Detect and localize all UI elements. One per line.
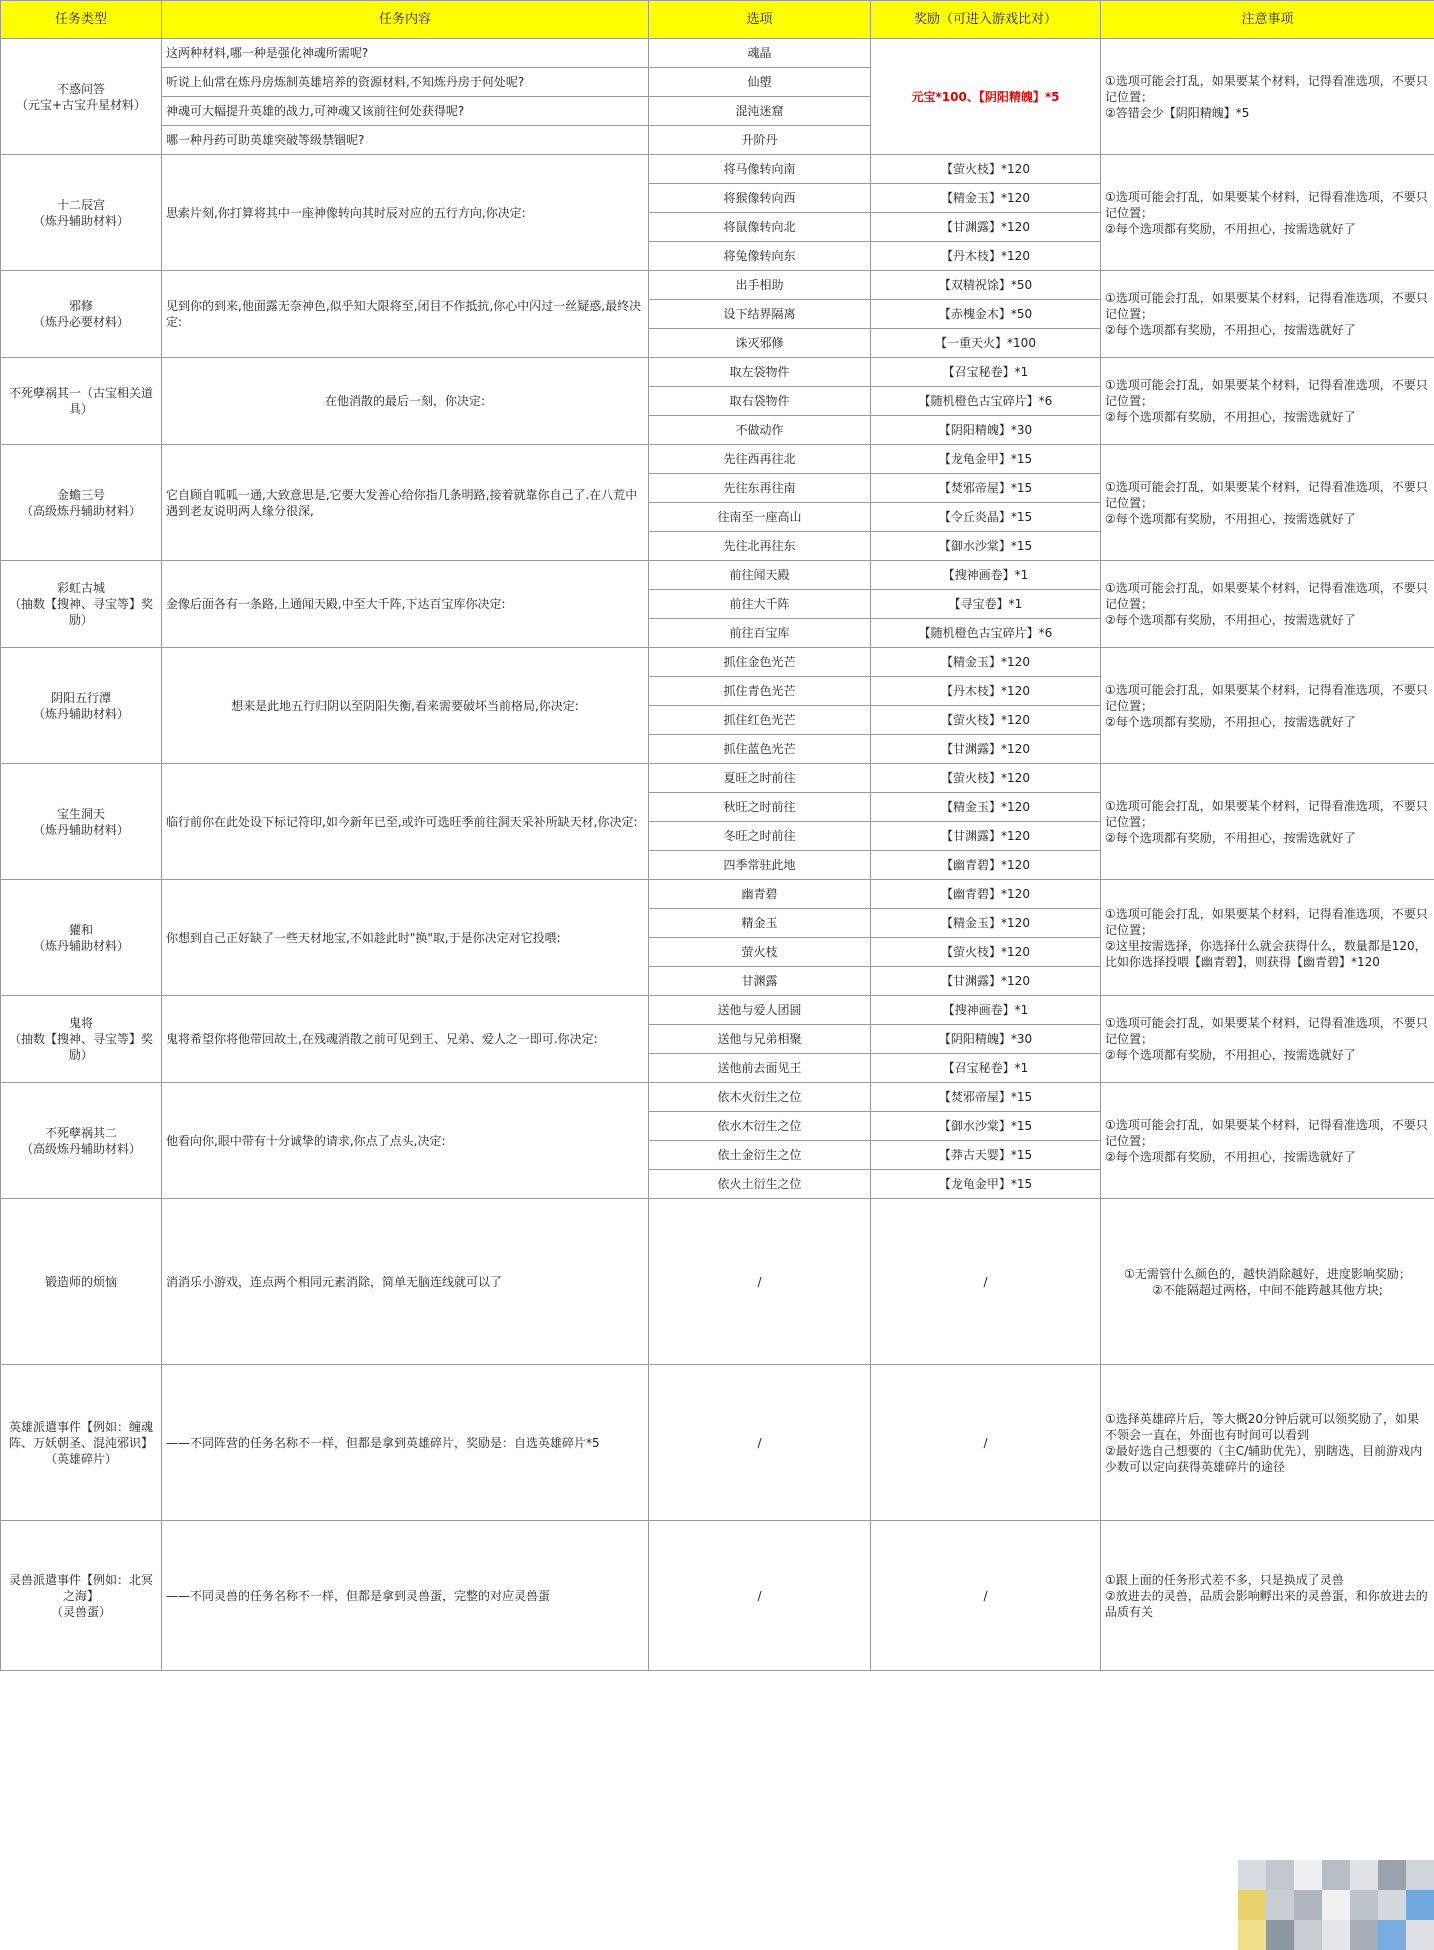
blur-tile bbox=[1238, 1920, 1266, 1950]
option-cell: 送他与爱人团圆 bbox=[649, 996, 871, 1025]
blur-tile bbox=[1294, 1860, 1322, 1890]
table-row bbox=[1, 155, 1434, 184]
blur-tile bbox=[1350, 1920, 1378, 1950]
option-cell: 送他与兄弟相聚 bbox=[649, 1025, 871, 1054]
note-cell: ①选项可能会打乱，如果要某个材料，记得看准选项，不要只记位置； ②每个选项都有奖励，不用担心，按需选就好了 bbox=[1101, 764, 1434, 880]
task-type-cell: 锻造师的烦恼 bbox=[1, 1199, 162, 1365]
task-type-cell: 鬼将 （抽数【搜神、寻宝等】奖励） bbox=[1, 996, 162, 1083]
task-content-cell: 临行前你在此处设下标记符印,如今新年已至,或许可选旺季前往洞天采补所缺天材,你决定: bbox=[162, 764, 649, 880]
option-cell: 不做动作 bbox=[649, 416, 871, 445]
task-type-cell: 十二辰宫 （炼丹辅助材料） bbox=[1, 155, 162, 271]
option-cell: 秋旺之时前往 bbox=[649, 793, 871, 822]
option-cell: 萤火枝 bbox=[649, 938, 871, 967]
blur-tile bbox=[1350, 1890, 1378, 1920]
blur-tile bbox=[1406, 1920, 1434, 1950]
reward-cell: 【焚邪帝屋】*15 bbox=[871, 1083, 1101, 1112]
reward-cell: / bbox=[871, 1521, 1101, 1671]
reward-cell: 【召宝秘卷】*1 bbox=[871, 358, 1101, 387]
blur-tile bbox=[1406, 1860, 1434, 1890]
reward-cell: 【精金玉】*120 bbox=[871, 909, 1101, 938]
blur-tile bbox=[1350, 1860, 1378, 1890]
blur-tile bbox=[1266, 1920, 1294, 1950]
option-cell: 诛灭邪修 bbox=[649, 329, 871, 358]
table-row bbox=[1, 764, 1434, 793]
option-cell: 抓住蓝色光芒 bbox=[649, 735, 871, 764]
reward-cell: / bbox=[871, 1365, 1101, 1521]
reward-cell: 【赤槐金木】*50 bbox=[871, 300, 1101, 329]
header-notes: 注意事项 bbox=[1101, 1, 1434, 39]
note-cell: ①无需管什么颜色的，越快消除越好，进度影响奖励； ②不能隔超过两格，中间不能跨越其他方块; bbox=[1101, 1199, 1434, 1365]
table-row bbox=[1, 996, 1434, 1025]
reward-cell: 【随机橙色古宝碎片】*6 bbox=[871, 619, 1101, 648]
option-cell: 抓住青色光芒 bbox=[649, 677, 871, 706]
blur-tile bbox=[1378, 1860, 1406, 1890]
task-question-cell: 这两种材料,哪一种是强化神魂所需呢? bbox=[162, 39, 649, 68]
reward-cell: 【搜神画卷】*1 bbox=[871, 996, 1101, 1025]
option-cell: 前往大千阵 bbox=[649, 590, 871, 619]
option-cell: 仙塱 bbox=[649, 68, 871, 97]
reward-cell: 【御水沙棠】*15 bbox=[871, 1112, 1101, 1141]
reward-cell: 【莽古天婴】*15 bbox=[871, 1141, 1101, 1170]
task-type-cell: 英雄派遣事件【例如：缠魂阵、万妖朝圣、混沌邪识】 （英雄碎片） bbox=[1, 1365, 162, 1521]
task-type-cell: 金蟾三号 （高级炼丹辅助材料） bbox=[1, 445, 162, 561]
option-cell: 幽青碧 bbox=[649, 880, 871, 909]
blur-tile bbox=[1322, 1920, 1350, 1950]
header-reward: 奖励（可进入游戏比对） bbox=[871, 1, 1101, 39]
reward-cell: 【一重天火】*100 bbox=[871, 329, 1101, 358]
reward-cell: 【甘渊露】*120 bbox=[871, 967, 1101, 996]
option-cell: 将兔像转向东 bbox=[649, 242, 871, 271]
note-cell: ①选项可能会打乱，如果要某个材料，记得看准选项，不要只记位置； ②每个选项都有奖励，不用担心，按需选就好了 bbox=[1101, 445, 1434, 561]
reward-cell: 【幽青碧】*120 bbox=[871, 880, 1101, 909]
reward-cell: 【萤火枝】*120 bbox=[871, 706, 1101, 735]
option-cell: 先往西再往北 bbox=[649, 445, 871, 474]
option-cell: 冬旺之时前往 bbox=[649, 822, 871, 851]
reward-cell: 【萤火枝】*120 bbox=[871, 764, 1101, 793]
reward-cell: 【龙龟金甲】*15 bbox=[871, 1170, 1101, 1199]
blur-tile bbox=[1266, 1890, 1294, 1920]
option-cell: 夏旺之时前往 bbox=[649, 764, 871, 793]
reward-cell: 【丹木枝】*120 bbox=[871, 677, 1101, 706]
blurred-watermark bbox=[1238, 1860, 1434, 1950]
reward-cell: 【令丘炎晶】*15 bbox=[871, 503, 1101, 532]
task-content-cell: 见到你的到来,他面露无奈神色,似乎知大限将至,闭目不作抵抗,你心中闪过一丝疑惑,最终决定: bbox=[162, 271, 649, 358]
option-cell: 先往北再往东 bbox=[649, 532, 871, 561]
option-cell: 依木火衍生之位 bbox=[649, 1083, 871, 1112]
task-content-cell: 鬼将希望你将他带回故土,在残魂消散之前可见到王、兄弟、爱人之一即可.你决定: bbox=[162, 996, 649, 1083]
task-content-cell: 它自顾自呱呱一通,大致意思是,它要大发善心给你指几条明路,接着就靠你自己了.在八荒中遇到老友说明两人缘分很深, bbox=[162, 445, 649, 561]
note-cell: ①选项可能会打乱，如果要某个材料，记得看准选项，不要只记位置； ②每个选项都有奖励，不用担心，按需选就好了 bbox=[1101, 1083, 1434, 1199]
task-type-cell: 不死孽祸其一（古宝相关道具） bbox=[1, 358, 162, 445]
reward-cell: 【丹木枝】*120 bbox=[871, 242, 1101, 271]
option-cell: 抓住红色光芒 bbox=[649, 706, 871, 735]
option-cell: 前往闻天殿 bbox=[649, 561, 871, 590]
task-question-cell: 哪一种丹药可助英雄突破等级禁锢呢? bbox=[162, 126, 649, 155]
option-cell: 甘渊露 bbox=[649, 967, 871, 996]
reward-cell: 元宝*100、【阴阳精魄】*5 bbox=[871, 39, 1101, 155]
note-cell: ①选项可能会打乱，如果要某个材料，记得看准选项，不要只记位置； ②这里按需选择，你选择什么就会获得什么，数量都是120，比如你选择投喂【幽青碧】，则获得【幽青碧】*120 bbox=[1101, 880, 1434, 996]
option-cell: 四季常驻此地 bbox=[649, 851, 871, 880]
option-cell: 依土金衍生之位 bbox=[649, 1141, 871, 1170]
blur-tile bbox=[1266, 1860, 1294, 1890]
table-row bbox=[1, 561, 1434, 590]
option-cell: 抓住金色光芒 bbox=[649, 648, 871, 677]
reward-cell: 【召宝秘卷】*1 bbox=[871, 1054, 1101, 1083]
note-cell: ①跟上面的任务形式差不多，只是换成了灵兽 ②放进去的灵兽，品质会影响孵出来的灵兽蛋，和你放进去的品质有关 bbox=[1101, 1521, 1434, 1671]
table-row bbox=[1, 1083, 1434, 1112]
task-content-cell: 消消乐小游戏，连点两个相同元素消除，简单无脑连线就可以了 bbox=[162, 1199, 649, 1365]
table-row bbox=[1, 445, 1434, 474]
table-row bbox=[1, 648, 1434, 677]
note-cell: ①选择英雄碎片后，等大概20分钟后就可以领奖励了，如果不领会一直在，外面也有时间可以看到 ②最好选自己想要的（主C/辅助优先），别瞎选，目前游戏内少数可以定向获得英雄碎片的途径 bbox=[1101, 1365, 1434, 1521]
task-content-cell: 金像后面各有一条路,上通闻天殿,中至大千阵,下达百宝库你决定: bbox=[162, 561, 649, 648]
option-cell: 依水木衍生之位 bbox=[649, 1112, 871, 1141]
option-cell: 精金玉 bbox=[649, 909, 871, 938]
task-content-cell: 想来是此地五行归阴以至阴阳失衡,看来需要破坏当前格局,你决定: bbox=[162, 648, 649, 764]
blur-tile bbox=[1378, 1920, 1406, 1950]
task-type-cell: 阴阳五行潭 （炼丹辅助材料） bbox=[1, 648, 162, 764]
header-options: 选项 bbox=[649, 1, 871, 39]
option-cell: 出手相助 bbox=[649, 271, 871, 300]
task-type-cell: 邪修 （炼丹必要材料） bbox=[1, 271, 162, 358]
task-content-cell: 他看向你,眼中带有十分诚挚的请求,你点了点头,决定: bbox=[162, 1083, 649, 1199]
option-cell: 往南至一座高山 bbox=[649, 503, 871, 532]
task-type-cell: 宝生洞天 （炼丹辅助材料） bbox=[1, 764, 162, 880]
option-cell: 取左袋物件 bbox=[649, 358, 871, 387]
task-content-cell: 你想到自己正好缺了一些天材地宝,不如趁此时"换"取,于是你决定对它投喂: bbox=[162, 880, 649, 996]
option-cell: 魂晶 bbox=[649, 39, 871, 68]
blur-tile bbox=[1238, 1860, 1266, 1890]
blur-tile bbox=[1238, 1890, 1266, 1920]
reward-cell: 【甘渊露】*120 bbox=[871, 822, 1101, 851]
header-row bbox=[1, 1, 1434, 39]
note-cell: ①选项可能会打乱，如果要某个材料，记得看准选项，不要只记位置； ②每个选项都有奖励，不用担心，按需选就好了 bbox=[1101, 996, 1434, 1083]
reward-cell: 【精金玉】*120 bbox=[871, 793, 1101, 822]
note-cell: ①选项可能会打乱，如果要某个材料，记得看准选项，不要只记位置； ②每个选项都有奖励，不用担心，按需选就好了 bbox=[1101, 271, 1434, 358]
option-cell: / bbox=[649, 1199, 871, 1365]
task-table-body bbox=[1, 39, 1434, 1671]
option-cell: 将马像转向南 bbox=[649, 155, 871, 184]
blur-tile bbox=[1294, 1890, 1322, 1920]
table-row bbox=[1, 1521, 1434, 1671]
note-cell: ①选项可能会打乱，如果要某个材料，记得看准选项，不要只记位置； ②每个选项都有奖励，不用担心，按需选就好了 bbox=[1101, 358, 1434, 445]
note-cell: ①选项可能会打乱，如果要某个材料，记得看准选项，不要只记位置； ②答错会少【阴阳精魄】*5 bbox=[1101, 39, 1434, 155]
reward-cell: 【焚邪帝屋】*15 bbox=[871, 474, 1101, 503]
table-row bbox=[1, 358, 1434, 387]
task-type-cell: 灵兽派遣事件【例如：北冥之海】 （灵兽蛋） bbox=[1, 1521, 162, 1671]
task-content-cell: 在他消散的最后一刻，你决定: bbox=[162, 358, 649, 445]
table-row bbox=[1, 1365, 1434, 1521]
task-content-cell: ——不同阵营的任务名称不一样，但都是拿到英雄碎片，奖励是：自选英雄碎片*5 bbox=[162, 1365, 649, 1521]
task-question-cell: 听说上仙常在炼丹房炼制英雄培养的资源材料,不知炼丹房于何处呢? bbox=[162, 68, 649, 97]
task-type-cell: 獾和 （炼丹辅助材料） bbox=[1, 880, 162, 996]
blur-tile bbox=[1322, 1860, 1350, 1890]
reward-cell: 【萤火枝】*120 bbox=[871, 155, 1101, 184]
task-type-cell: 彩虹古城 （抽数【搜神、寻宝等】奖励） bbox=[1, 561, 162, 648]
table-row bbox=[1, 1199, 1434, 1365]
reward-cell: 【阴阳精魄】*30 bbox=[871, 416, 1101, 445]
option-cell: 升阶丹 bbox=[649, 126, 871, 155]
reward-cell: 【搜神画卷】*1 bbox=[871, 561, 1101, 590]
option-cell: 先往东再往南 bbox=[649, 474, 871, 503]
reward-cell: 【甘渊露】*120 bbox=[871, 213, 1101, 242]
option-cell: 设下结界隔离 bbox=[649, 300, 871, 329]
note-cell: ①选项可能会打乱，如果要某个材料，记得看准选项，不要只记位置； ②每个选项都有奖励，不用担心，按需选就好了 bbox=[1101, 155, 1434, 271]
reward-cell: 【萤火枝】*120 bbox=[871, 938, 1101, 967]
reward-cell: 【甘渊露】*120 bbox=[871, 735, 1101, 764]
option-cell: 将鼠像转向北 bbox=[649, 213, 871, 242]
option-cell: 前往百宝库 bbox=[649, 619, 871, 648]
option-cell: 混沌迷窟 bbox=[649, 97, 871, 126]
reward-cell: 【御水沙棠】*15 bbox=[871, 532, 1101, 561]
task-content-cell: ——不同灵兽的任务名称不一样，但都是拿到灵兽蛋，完整的对应灵兽蛋 bbox=[162, 1521, 649, 1671]
reward-cell: 【随机橙色古宝碎片】*6 bbox=[871, 387, 1101, 416]
table-row bbox=[1, 39, 1434, 68]
reward-cell: 【精金玉】*120 bbox=[871, 648, 1101, 677]
reward-cell: / bbox=[871, 1199, 1101, 1365]
reward-cell: 【双精祝馀】*50 bbox=[871, 271, 1101, 300]
blur-tile bbox=[1378, 1890, 1406, 1920]
blur-tile bbox=[1406, 1890, 1434, 1920]
reward-cell: 【阴阳精魄】*30 bbox=[871, 1025, 1101, 1054]
blur-tile bbox=[1294, 1920, 1322, 1950]
table-row bbox=[1, 880, 1434, 909]
note-cell: ①选项可能会打乱，如果要某个材料，记得看准选项，不要只记位置； ②每个选项都有奖励，不用担心，按需选就好了 bbox=[1101, 648, 1434, 764]
option-cell: 取右袋物件 bbox=[649, 387, 871, 416]
option-cell: 依火土衍生之位 bbox=[649, 1170, 871, 1199]
option-cell: 送他前去面见王 bbox=[649, 1054, 871, 1083]
option-cell: 将猴像转向西 bbox=[649, 184, 871, 213]
table-row bbox=[1, 271, 1434, 300]
note-cell: ①选项可能会打乱，如果要某个材料，记得看准选项，不要只记位置； ②每个选项都有奖励，不用担心，按需选就好了 bbox=[1101, 561, 1434, 648]
option-cell: / bbox=[649, 1521, 871, 1671]
task-type-cell: 不死孽祸其二 （高级炼丹辅助材料） bbox=[1, 1083, 162, 1199]
task-question-cell: 神魂可大幅提升英雄的战力,可神魂又该前往何处获得呢? bbox=[162, 97, 649, 126]
task-type-cell: 不惑问答 （元宝+古宝升星材料） bbox=[1, 39, 162, 155]
reward-cell: 【幽青碧】*120 bbox=[871, 851, 1101, 880]
option-cell: / bbox=[649, 1365, 871, 1521]
reward-cell: 【龙龟金甲】*15 bbox=[871, 445, 1101, 474]
reward-cell: 【寻宝卷】*1 bbox=[871, 590, 1101, 619]
reward-cell: 【精金玉】*120 bbox=[871, 184, 1101, 213]
blur-tile bbox=[1322, 1890, 1350, 1920]
header-task-type: 任务类型 bbox=[1, 1, 162, 39]
header-task-content: 任务内容 bbox=[162, 1, 649, 39]
task-content-cell: 思索片刻,你打算将其中一座神像转向其时辰对应的五行方向,你决定: bbox=[162, 155, 649, 271]
